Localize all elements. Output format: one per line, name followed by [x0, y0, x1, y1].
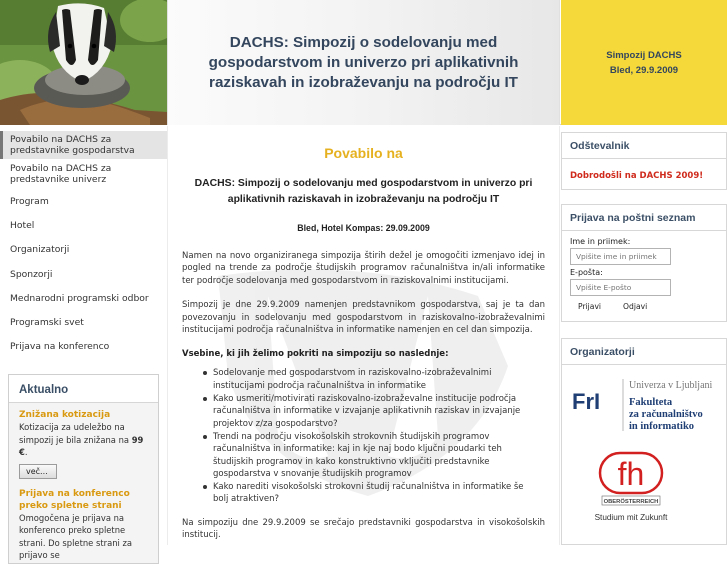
- name-label: Ime in priimek:: [570, 237, 631, 246]
- news-item-text: Omogočena je prijava na konferenco preko spletne strani. Do spletne strani za prijavo se: [19, 512, 133, 560]
- nav-item-program[interactable]: Program: [10, 195, 49, 207]
- list-item: Sodelovanje med gospodarstvom in raziskovalno-izobraževalnimi institucijami področja računalništva in informatike: [182, 367, 545, 392]
- page-subtitle: DACHS: Simpozij o sodelovanju med gospodarstvom in univerzo pri aplikativnih raziskavah in izobraževanju na področju IT: [194, 178, 533, 205]
- nav-item-invitation-business[interactable]: Povabilo na DACHS za predstavnike gospodarstva: [0, 131, 167, 159]
- closing-paragraph: Na simpoziju dne 29.9.2009 se srečajo predstavniki gospodarstva in visokošolskih institucij.: [182, 517, 545, 541]
- event-info-box: [561, 0, 727, 125]
- subscribe-button[interactable]: Prijavi: [578, 302, 602, 311]
- event-name: Simpozij DACHS: [606, 49, 682, 61]
- countdown-box: [561, 132, 727, 190]
- fri-mark: FrI: [572, 389, 601, 414]
- nav-item-program-committee[interactable]: Mednarodni programski odbor: [10, 292, 149, 304]
- news-item-title[interactable]: Prijava na konferenco preko spletne strani: [19, 488, 130, 511]
- fri-line-4: in informatiko: [629, 421, 695, 432]
- fh-region: OBERÖSTERREICH: [603, 499, 659, 505]
- nav-item-organizers[interactable]: Organizatorji: [10, 244, 70, 256]
- site-title: DACHS: Simpozij o sodelovanju med gospodarstvom in univerzo pri aplikativnih raziskavah in izobraževanju na področju IT: [208, 33, 519, 91]
- countdown-heading: Odštevalnik: [562, 133, 726, 159]
- purpose-paragraph: Simpozij je dne 29.9.2009 namenjen predstavnikom gospodarstva, saj je ta dan povezovanju in sodelovanju med gospodarstvom in raziskovalno-izobraževalnimi institucijami področja računalništva in informatike namenjen en cel dan simpozija.: [182, 300, 545, 336]
- topics-heading: Vsebine, ki jih želimo pokriti na simpoziju so naslednje:: [182, 349, 449, 360]
- organizers-box: [561, 338, 727, 545]
- topics-list: [182, 367, 545, 505]
- event-place-date: Bled, 29.9.2009: [609, 64, 679, 76]
- mailing-actions: [562, 296, 726, 311]
- unsubscribe-button[interactable]: Odjavi: [623, 302, 648, 311]
- badger-photo[interactable]: [0, 0, 167, 125]
- list-item: Kako usmeriti/motivirati raziskovalno-izobraževalne institucije področja računalništva in informatike v izvajanje aplikativnih raziskav in izvajanje projektov z/za gospodarstvo?: [182, 393, 545, 430]
- news-item-text: [9, 421, 158, 459]
- news-item-text-b: .: [24, 447, 28, 457]
- nav-item-invitation-universities[interactable]: Povabilo na DACHS za predstavnike univerz: [10, 163, 112, 185]
- fri-logo[interactable]: [569, 375, 721, 435]
- news-box: [8, 374, 159, 564]
- countdown-message: Dobrodošli na DACHS 2009!: [570, 171, 704, 181]
- right-sidebar: [561, 126, 727, 545]
- fh-tagline: Studium mit Zukunft: [594, 513, 668, 522]
- main-content: [167, 126, 560, 545]
- nav-item-hotel[interactable]: Hotel: [10, 219, 35, 231]
- more-button[interactable]: več...: [19, 464, 57, 479]
- site-header: [0, 0, 727, 125]
- fri-line-3: za računalništvo: [629, 409, 703, 420]
- left-navigation: [0, 126, 167, 560]
- fri-university: Univerza v Ljubljani: [629, 380, 713, 391]
- email-input[interactable]: [570, 279, 671, 296]
- page-heading: Povabilo na: [324, 145, 403, 161]
- nav-item-sponsors[interactable]: Sponzorji: [10, 268, 53, 280]
- nav-item-program-council[interactable]: Programski svet: [10, 317, 84, 329]
- intro-paragraph: Namen na novo organiziranega simpozija štirih dežel je omogočiti izmenjavo idej in pogled na trende za področje študijskih programov računalništva in/ali informatike ter področje sodelovanja med gospodarstvom in raziskovalnimi institucijami.: [182, 251, 545, 286]
- event-location: Bled, Hotel Kompas: 29.09.2009: [297, 223, 430, 233]
- list-item: Trendi na področju visokošolskih strokovnih študijskih programov računalništva in informatike: kaj in kje naj bodo ključni poudarki teh študijskih programov in kako konstruktivno vključiti predstavnike gospodarstva v snovanje študijskih programov: [182, 431, 545, 480]
- news-item-title[interactable]: Znižana kotizacija: [19, 410, 111, 420]
- list-item: Kako narediti visokošolski strokovni študij računalništva in informatike še bolj atraktiven?: [182, 481, 545, 506]
- organizers-heading: Organizatorji: [562, 339, 726, 365]
- badger-illustration: [0, 0, 167, 125]
- mailing-heading: Prijava na poštni seznam: [562, 205, 726, 231]
- nav-item-registration[interactable]: Prijava na konferenco: [10, 341, 110, 353]
- email-label: E-pošta:: [570, 268, 603, 277]
- news-item-text-a: Kotizacija za udeležbo na simpozij je bila znižana na: [19, 422, 130, 445]
- fh-logo[interactable]: [594, 451, 690, 531]
- fri-line-2: Fakulteta: [629, 397, 673, 408]
- mailing-list-box: [561, 204, 727, 322]
- news-heading: Aktualno: [9, 375, 158, 403]
- main-inner: [168, 126, 559, 542]
- fh-mark: fh: [617, 456, 645, 492]
- news-item-price: 99 €: [19, 434, 144, 457]
- header-title-box: [167, 0, 560, 125]
- name-input[interactable]: [570, 248, 671, 265]
